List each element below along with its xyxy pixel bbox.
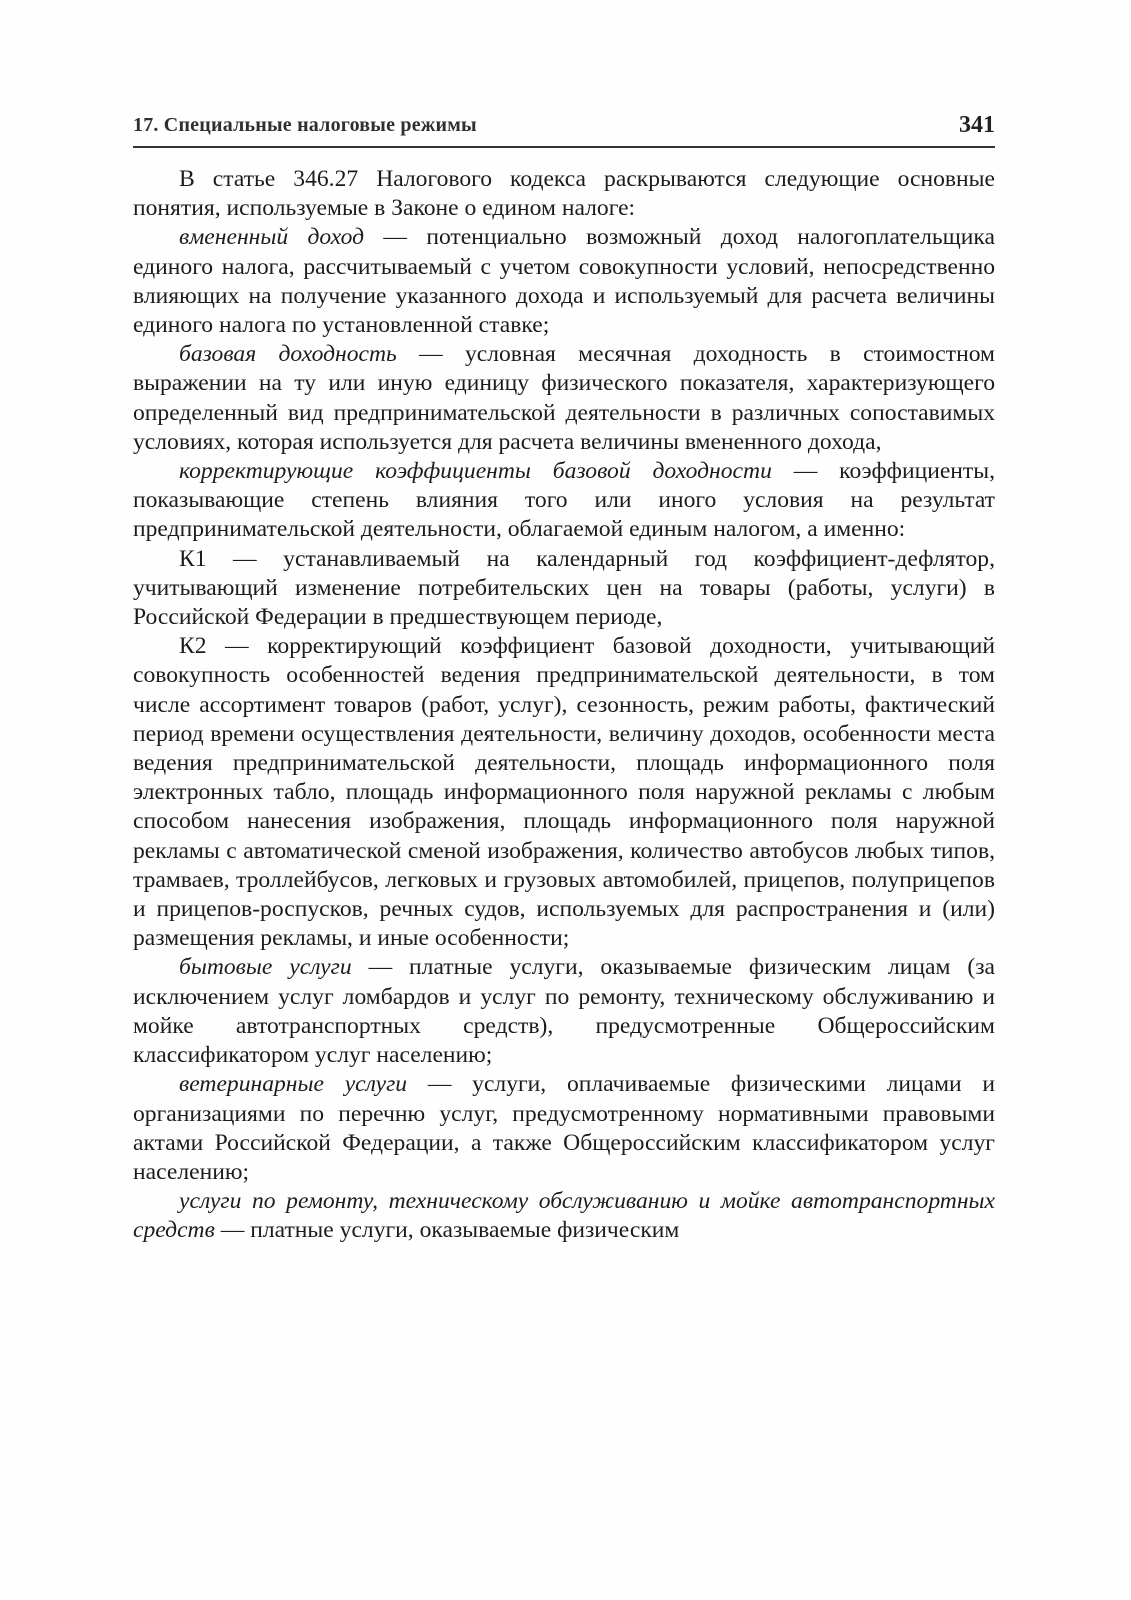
paragraph-text: В статье 346.27 Налогового кодекса раскрываются следующие основные понятия, используемые в Законе о едином налоге: bbox=[133, 166, 995, 222]
paragraph-text: — платные услуги, оказываемые физическим bbox=[214, 1217, 680, 1244]
paragraph-text: К1 — устанавливаемый на календарный год коэффициент-дефлятор, учитывающий изменение потребительских цен на товары (работы, услуги) в Российской Федерации в предшествующем периоде, bbox=[133, 545, 995, 631]
paragraph bbox=[133, 223, 995, 340]
paragraph bbox=[133, 632, 995, 953]
chapter-title: 17. Специальные налоговые режимы bbox=[133, 114, 477, 136]
paragraph bbox=[133, 545, 995, 633]
term: ветеринарные услуги bbox=[179, 1071, 408, 1098]
paragraph bbox=[133, 953, 995, 1070]
paragraph bbox=[133, 165, 995, 223]
paragraph-text: — платные услуги, оказываемые физическим лицам (за исключением услуг ломбардов и услуг по ремонту, техническому обслуживанию и мойке автотранспортных средств), предусмотренные Общероссийским классификатором услуг населению; bbox=[133, 954, 995, 1069]
page-number: 341 bbox=[959, 112, 995, 138]
paragraph bbox=[133, 457, 995, 545]
running-header bbox=[133, 112, 995, 148]
paragraph-text: — условная месячная доходность в стоимостном выражении на ту или иную единицу физического показателя, характеризующего определенный вид предпринимательской деятельности в различных сопоставимых условиях, которая используется для расчета величины вмененного дохода, bbox=[133, 341, 995, 455]
paragraph-text: — коэффициенты, показывающие степень влияния того или иного условия на результат предпринимательской деятельности, облагаемой единым налогом, а именно: bbox=[133, 458, 995, 543]
term: бытовые услуги bbox=[179, 954, 352, 981]
body-text bbox=[133, 165, 995, 1246]
paragraph-text: — потенциально возможный доход налогоплательщика единого налога, рассчитываемый с учетом совокупности условий, непосредственно влияющих на получение указанного дохода и используемый для расчета величины единого налога по установленной ставке; bbox=[133, 224, 995, 339]
paragraph bbox=[133, 340, 995, 457]
paragraph bbox=[133, 1070, 995, 1187]
paragraph bbox=[133, 1187, 995, 1245]
term: базовая доходность bbox=[179, 341, 397, 368]
term: услуги по ремонту, техническому обслуживанию и мойке автотранспортных средств bbox=[133, 1188, 995, 1244]
term: вмененный доход bbox=[179, 224, 365, 251]
paragraph-text: К2 — корректирующий коэффициент базовой доходности, учитывающий совокупность особенностей ведения предпринимательской деятельности, в том числе ассортимент товаров (работ, услуг), сезонность, режим работы, фактический период времени осуществления деятельности, величину доходов, особенности места ведения предпринимательской деятельности, площадь информационного поля электронных табло, площадь информационного поля наружной рекламы с любым способом нанесения изображения, площадь информационного поля наружной рекламы с автоматической сменой изображения, количество автобусов любых типов, трамваев, троллейбусов, легковых и грузовых автомобилей, прицепов, полуприцепов и прицепов-роспусков, речных судов, используемых для распространения и (или) размещения рекламы, и иные особенности; bbox=[133, 633, 995, 952]
paragraph-text: — услуги, оплачиваемые физическими лицами и организациями по перечню услуг, предусмотренному нормативными правовыми актами Российской Федерации, а также Общероссийским классификатором услуг населению; bbox=[133, 1071, 995, 1185]
term: корректирующие коэффициенты базовой доходности bbox=[179, 458, 772, 485]
